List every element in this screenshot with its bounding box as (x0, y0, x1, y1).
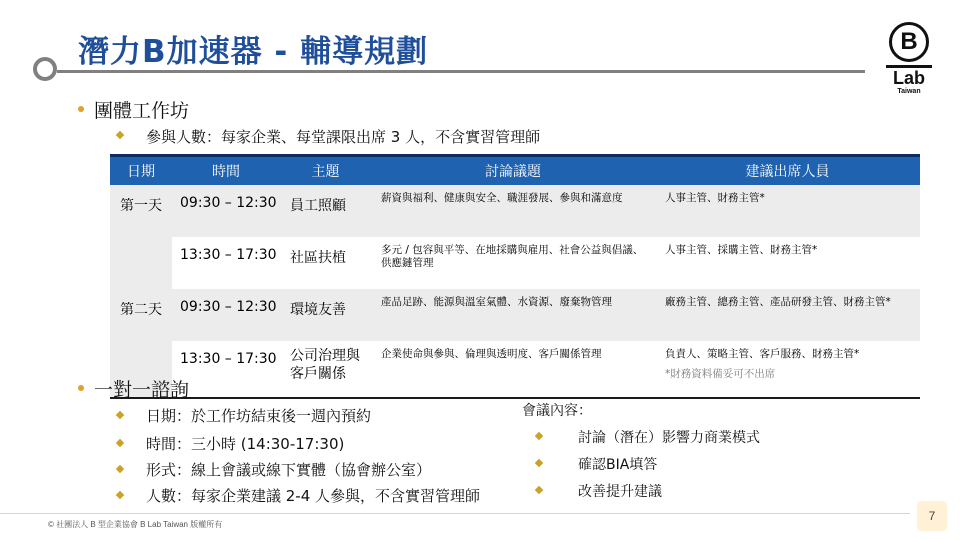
title-circle-ornament (33, 57, 57, 81)
consult-item: 時間：三小時 (14:30-17:30) (146, 435, 345, 453)
diamond-bullet-icon (116, 439, 124, 447)
issues-cell: 產品足跡、能源與溫室氣體、水資源、廢棄物管理 (371, 289, 655, 341)
blab-logo (880, 22, 938, 96)
diamond-bullet-icon (116, 465, 124, 473)
header-attendees: 建議出席人員 (655, 156, 920, 186)
consult-item: 形式：線上會議或線下實體（協會辦公室） (146, 461, 432, 479)
time-cell: 13:30 – 17:30 (172, 341, 280, 398)
topic-cell: 員工照顧 (280, 185, 371, 237)
issues-cell: 企業使命與參與、倫理與透明度、客戶關係管理 (371, 341, 655, 398)
table-row (110, 341, 920, 398)
day-cell (110, 185, 172, 289)
attendees-cell: 人事主管、財務主管* (655, 185, 920, 237)
workshop-participants: 參與人數：每家企業、每堂課限出席 3 人，不含實習管理師 (146, 128, 541, 146)
header-time: 時間 (172, 156, 280, 186)
workshop-heading: 團體工作坊 (94, 100, 190, 122)
meeting-item: 改善提升建議 (578, 484, 662, 500)
attendees-text: 負責人、策略主管、客戶服務、財務主管* (665, 348, 860, 360)
time-cell: 13:30 – 17:30 (172, 237, 280, 289)
meeting-heading: 會議內容： (522, 403, 592, 419)
consult-heading: 一對一諮詢 (94, 379, 190, 401)
diamond-bullet-icon (116, 411, 124, 419)
footer-divider (0, 513, 910, 514)
title-underline (57, 70, 865, 73)
meeting-item: 討論（潛在）影響力商業模式 (578, 430, 760, 446)
issues-cell: 薪資與福利、健康與安全、職涯發展、參與和滿意度 (371, 185, 655, 237)
topic-cell: 環境友善 (280, 289, 371, 341)
time-cell: 09:30 – 12:30 (172, 185, 280, 237)
bullet-dot-icon (78, 385, 84, 391)
day-label: 第二天 (120, 302, 162, 318)
consult-item: 日期：於工作坊結束後一週內預約 (146, 407, 372, 425)
attendees-note: *財務資料備妥可不出席 (665, 368, 776, 380)
diamond-bullet-icon (535, 459, 543, 467)
table-header-row (110, 156, 920, 186)
diamond-bullet-icon (535, 432, 543, 440)
page-number: 7 (917, 501, 947, 531)
logo-region-text: Taiwan (897, 88, 921, 95)
day-label: 第一天 (120, 198, 162, 214)
time-cell: 09:30 – 12:30 (172, 289, 280, 341)
logo-circle-b: B (889, 22, 929, 62)
table-row (110, 289, 920, 341)
topic-cell: 公司治理與客戶關係 (280, 341, 371, 398)
diamond-bullet-icon (535, 486, 543, 494)
bullet-dot-icon (78, 106, 84, 112)
attendees-cell: 廠務主管、總務主管、產品研發主管、財務主管* (655, 289, 920, 341)
header-topic: 主題 (280, 156, 371, 186)
diamond-bullet-icon (116, 131, 124, 139)
topic-cell: 社區扶植 (280, 237, 371, 289)
page-title: 潛力B加速器 - 輔導規劃 (78, 34, 429, 70)
meeting-item: 確認BIA填答 (578, 457, 658, 473)
schedule-table (110, 154, 920, 399)
attendees-cell (655, 341, 920, 398)
table-row (110, 237, 920, 289)
table-row (110, 185, 920, 237)
header-issues: 討論議題 (371, 156, 655, 186)
diamond-bullet-icon (116, 491, 124, 499)
attendees-cell: 人事主管、採購主管、財務主管* (655, 237, 920, 289)
header-date: 日期 (110, 156, 172, 186)
consult-item: 人數：每家企業建議 2-4 人參與，不含實習管理師 (146, 487, 481, 505)
copyright-footer: © 社團法人 B 型企業協會 B Lab Taiwan 版權所有 (48, 520, 223, 529)
issues-cell: 多元 / 包容與平等、在地採購與雇用、社會公益與倡議、供應鏈管理 (371, 237, 655, 289)
logo-lab-text: Lab (892, 68, 925, 88)
